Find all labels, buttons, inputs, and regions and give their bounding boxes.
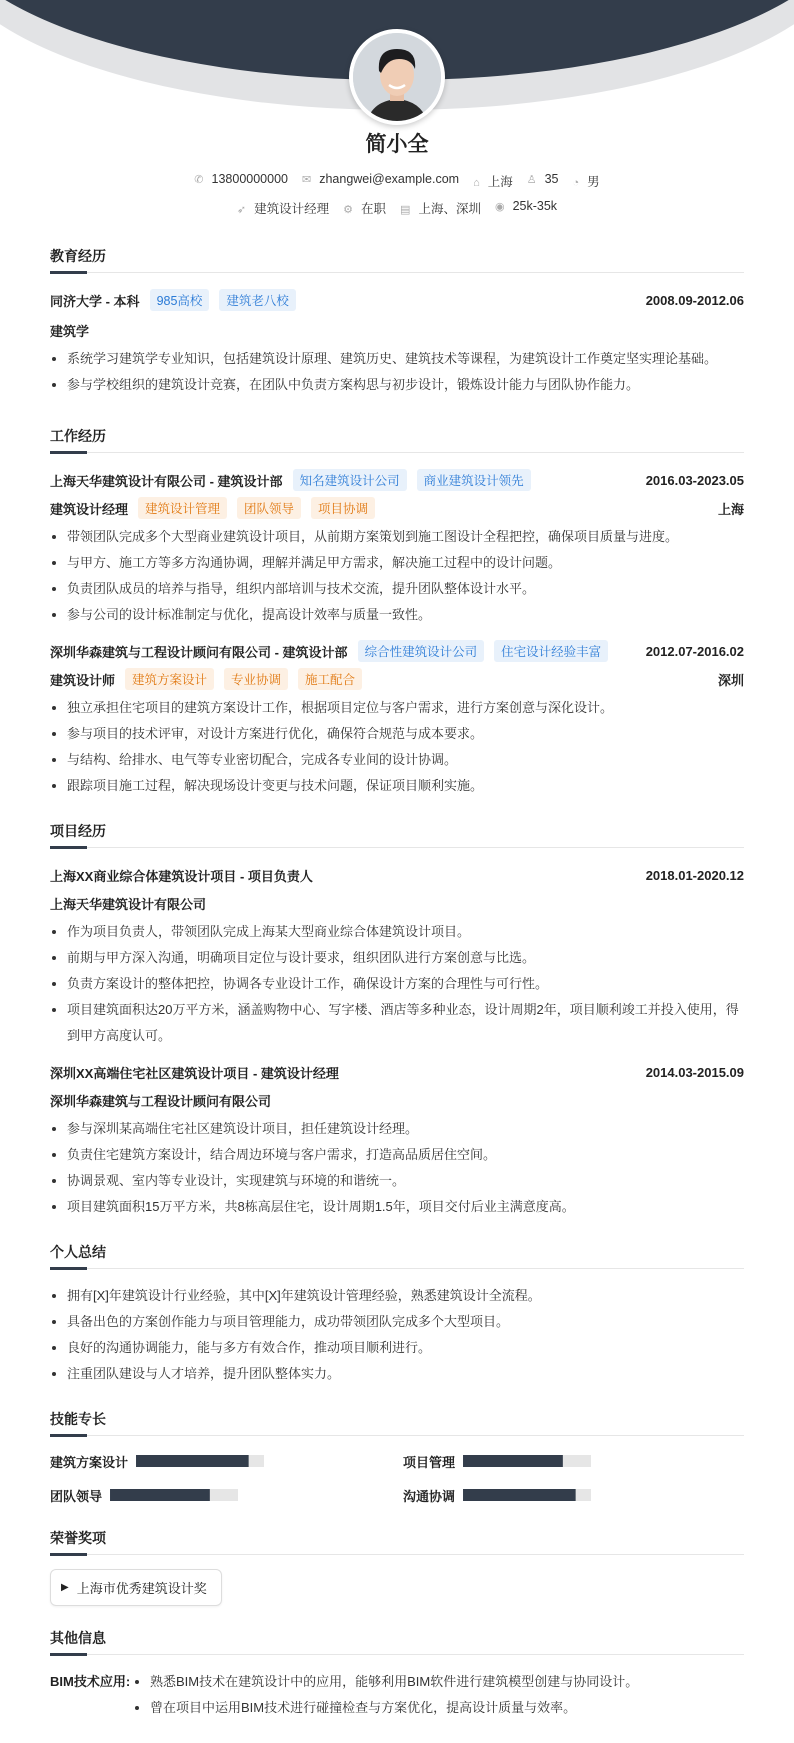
company: 深圳华森建筑与工程设计顾问有限公司 - 建筑设计部	[50, 644, 348, 660]
skill-tag: 建筑设计管理	[138, 497, 227, 519]
skill-bar-fill	[463, 1455, 563, 1467]
salary-icon: ◉	[494, 201, 505, 213]
list-item: 负责方案设计的整体把控，协调各专业设计工作，确保设计方案的合理性与可行性。	[50, 971, 744, 997]
skill-name: 沟通协调	[403, 1488, 456, 1504]
list-item: 跟踪项目施工过程，解决现场设计变更与技术问题，保证项目顺利实施。	[50, 773, 744, 799]
skill-item	[403, 1484, 743, 1506]
date: 2012.07-2016.02	[645, 643, 744, 659]
date: 2008.09-2012.06	[645, 292, 744, 308]
skill-name: 项目管理	[403, 1454, 456, 1470]
home-icon: ⌂	[473, 177, 480, 189]
skill-item	[50, 1484, 403, 1506]
other-key: BIM技术应用:	[50, 1674, 131, 1689]
project-name: 上海XX商业综合体建筑设计项目 - 项目负责人	[50, 868, 313, 884]
contact-row	[0, 172, 794, 190]
locations: 上海、深圳	[418, 202, 481, 216]
list-item: 拥有[X]年建筑设计行业经验，其中[X]年建筑设计管理经验，熟悉建筑设计全流程。	[50, 1283, 744, 1309]
tag: 商业建筑设计领先	[417, 469, 531, 491]
skill-tag: 项目协调	[311, 497, 375, 519]
tag: 985高校	[150, 289, 210, 311]
awards-section	[50, 1528, 744, 1606]
date: 2016.03-2023.05	[645, 472, 744, 488]
list-item: 参与公司的设计标准制定与优化，提高设计效率与质量一致性。	[50, 602, 744, 628]
education-section	[50, 246, 744, 398]
role: 建筑设计经理	[50, 501, 129, 517]
triangle-icon: ▶	[61, 1582, 69, 1593]
section-title: 个人总结	[50, 1242, 744, 1269]
skill-tag: 专业协调	[224, 668, 288, 690]
list-item: 具备出色的方案创作能力与项目管理能力，成功带领团队完成多个大型项目。	[50, 1309, 744, 1335]
section-title: 其他信息	[50, 1628, 744, 1655]
position: 建筑设计经理	[254, 202, 330, 216]
tag: 综合性建筑设计公司	[358, 640, 485, 662]
organization: 上海天华建筑设计有限公司	[50, 896, 207, 912]
list-item: 与甲方、施工方等多方沟通协调，理解并满足甲方需求，解决施工过程中的设计问题。	[50, 550, 744, 576]
skill-tag: 团队领导	[237, 497, 301, 519]
list-item: 项目建筑面积达20万平方米，涵盖购物中心、写字楼、酒店等多种业态，设计周期2年，项目顺利竣工并投入使用，得到甲方高度认可。	[50, 997, 744, 1049]
skills-section	[50, 1409, 744, 1506]
skill-tag: 建筑方案设计	[125, 668, 214, 690]
list-item: 曾在项目中运用BIM技术进行碰撞检查与方案优化，提高设计质量与效率。	[133, 1695, 638, 1721]
project-name: 深圳XX高端住宅社区建筑设计项目 - 建筑设计经理	[50, 1065, 339, 1081]
date: 2014.03-2015.09	[645, 1064, 744, 1080]
age: 35	[544, 172, 559, 186]
list-item: 负责住宅建筑方案设计，结合周边环境与客户需求，打造高品质居住空间。	[50, 1142, 744, 1168]
building-icon: ▤	[400, 204, 411, 216]
gender-icon: ◔	[572, 177, 580, 189]
list-item: 作为项目负责人，带领团队完成上海某大型商业综合体建筑设计项目。	[50, 919, 744, 945]
email: zhangwei@example.com	[319, 172, 460, 186]
mail-icon: ✉	[302, 174, 312, 186]
award-name: 上海市优秀建筑设计奖	[76, 1581, 207, 1596]
major: 建筑学	[50, 323, 90, 339]
skill-bar-fill	[463, 1489, 576, 1501]
city: 上海	[487, 175, 513, 189]
tag: 建筑老八校	[219, 289, 296, 311]
list-item: 带领团队完成多个大型商业建筑设计项目，从前期方案策划到施工图设计全程把控，确保项目质量与进度。	[50, 524, 744, 550]
tag: 住宅设计经验丰富	[494, 640, 608, 662]
city: 深圳	[717, 672, 744, 688]
list-item: 参与项目的技术评审，对设计方案进行优化，确保符合规范与成本要求。	[50, 721, 744, 747]
send-icon: ➶	[236, 204, 247, 216]
age-icon: ♙	[526, 174, 537, 186]
company: 上海天华建筑设计有限公司 - 建筑设计部	[50, 473, 283, 489]
school: 同济大学 - 本科	[50, 293, 140, 309]
skill-name: 建筑方案设计	[50, 1454, 129, 1470]
list-item: 参与学校组织的建筑设计竞赛，在团队中负责方案构思与初步设计，锻炼设计能力与团队协作能力。	[50, 372, 744, 398]
candidate-name: 简小全	[365, 133, 429, 156]
phone: 13800000000	[211, 172, 288, 186]
status: 在职	[361, 202, 387, 216]
skill-bar	[463, 1455, 591, 1467]
job-intent-row	[0, 199, 794, 217]
date: 2018.01-2020.12	[645, 867, 744, 883]
gender: 男	[587, 175, 600, 189]
list-item: 独立承担住宅项目的建筑方案设计工作，根据项目定位与客户需求，进行方案创意与深化设计。	[50, 695, 744, 721]
project-section	[50, 821, 744, 1220]
list-item: 项目建筑面积15万平方米，共8栋高层住宅，设计周期1.5年，项目交付后业主满意度高。	[50, 1194, 744, 1220]
skill-name: 团队领导	[50, 1488, 103, 1504]
skill-item	[403, 1450, 743, 1472]
list-item: 参与深圳某高端住宅社区建筑设计项目，担任建筑设计经理。	[50, 1116, 744, 1142]
salary: 25k-35k	[512, 199, 558, 213]
other-section	[50, 1628, 744, 1721]
summary-section	[50, 1242, 744, 1387]
list-item: 良好的沟通协调能力，能与多方有效合作，推动项目顺利进行。	[50, 1335, 744, 1361]
skill-bar	[136, 1455, 264, 1467]
skill-tag: 施工配合	[298, 668, 362, 690]
list-item: 负责团队成员的培养与指导，组织内部培训与技术交流，提升团队整体设计水平。	[50, 576, 744, 602]
section-title: 工作经历	[50, 426, 744, 453]
list-item: 协调景观、室内等专业设计，实现建筑与环境的和谐统一。	[50, 1168, 744, 1194]
city: 上海	[717, 501, 744, 517]
status-icon: ⚙	[343, 204, 354, 216]
section-title: 项目经历	[50, 821, 744, 848]
role: 建筑设计师	[50, 672, 116, 688]
skill-item	[50, 1450, 403, 1472]
section-title: 技能专长	[50, 1409, 744, 1436]
skill-bar	[463, 1489, 591, 1501]
skill-bar	[110, 1489, 238, 1501]
work-section	[50, 426, 744, 799]
organization: 深圳华森建筑与工程设计顾问有限公司	[50, 1093, 272, 1109]
list-item: 熟悉BIM技术在建筑设计中的应用，能够利用BIM软件进行建筑模型创建与协同设计。	[133, 1669, 638, 1695]
phone-icon: ✆	[194, 174, 204, 186]
tag: 知名建筑设计公司	[293, 469, 407, 491]
list-item: 与结构、给排水、电气等专业密切配合，完成各专业间的设计协调。	[50, 747, 744, 773]
section-title: 荣誉奖项	[50, 1528, 744, 1555]
list-item: 注重团队建设与人才培养，提升团队整体实力。	[50, 1361, 744, 1387]
list-item: 前期与甲方深入沟通，明确项目定位与设计要求，组织团队进行方案创意与比选。	[50, 945, 744, 971]
award-item	[50, 1569, 222, 1606]
skill-bar-fill	[110, 1489, 210, 1501]
list-item: 系统学习建筑学专业知识，包括建筑设计原理、建筑历史、建筑技术等课程，为建筑设计工作奠定坚实理论基础。	[50, 346, 744, 372]
skill-bar-fill	[136, 1455, 249, 1467]
section-title: 教育经历	[50, 246, 744, 273]
avatar	[349, 29, 445, 125]
